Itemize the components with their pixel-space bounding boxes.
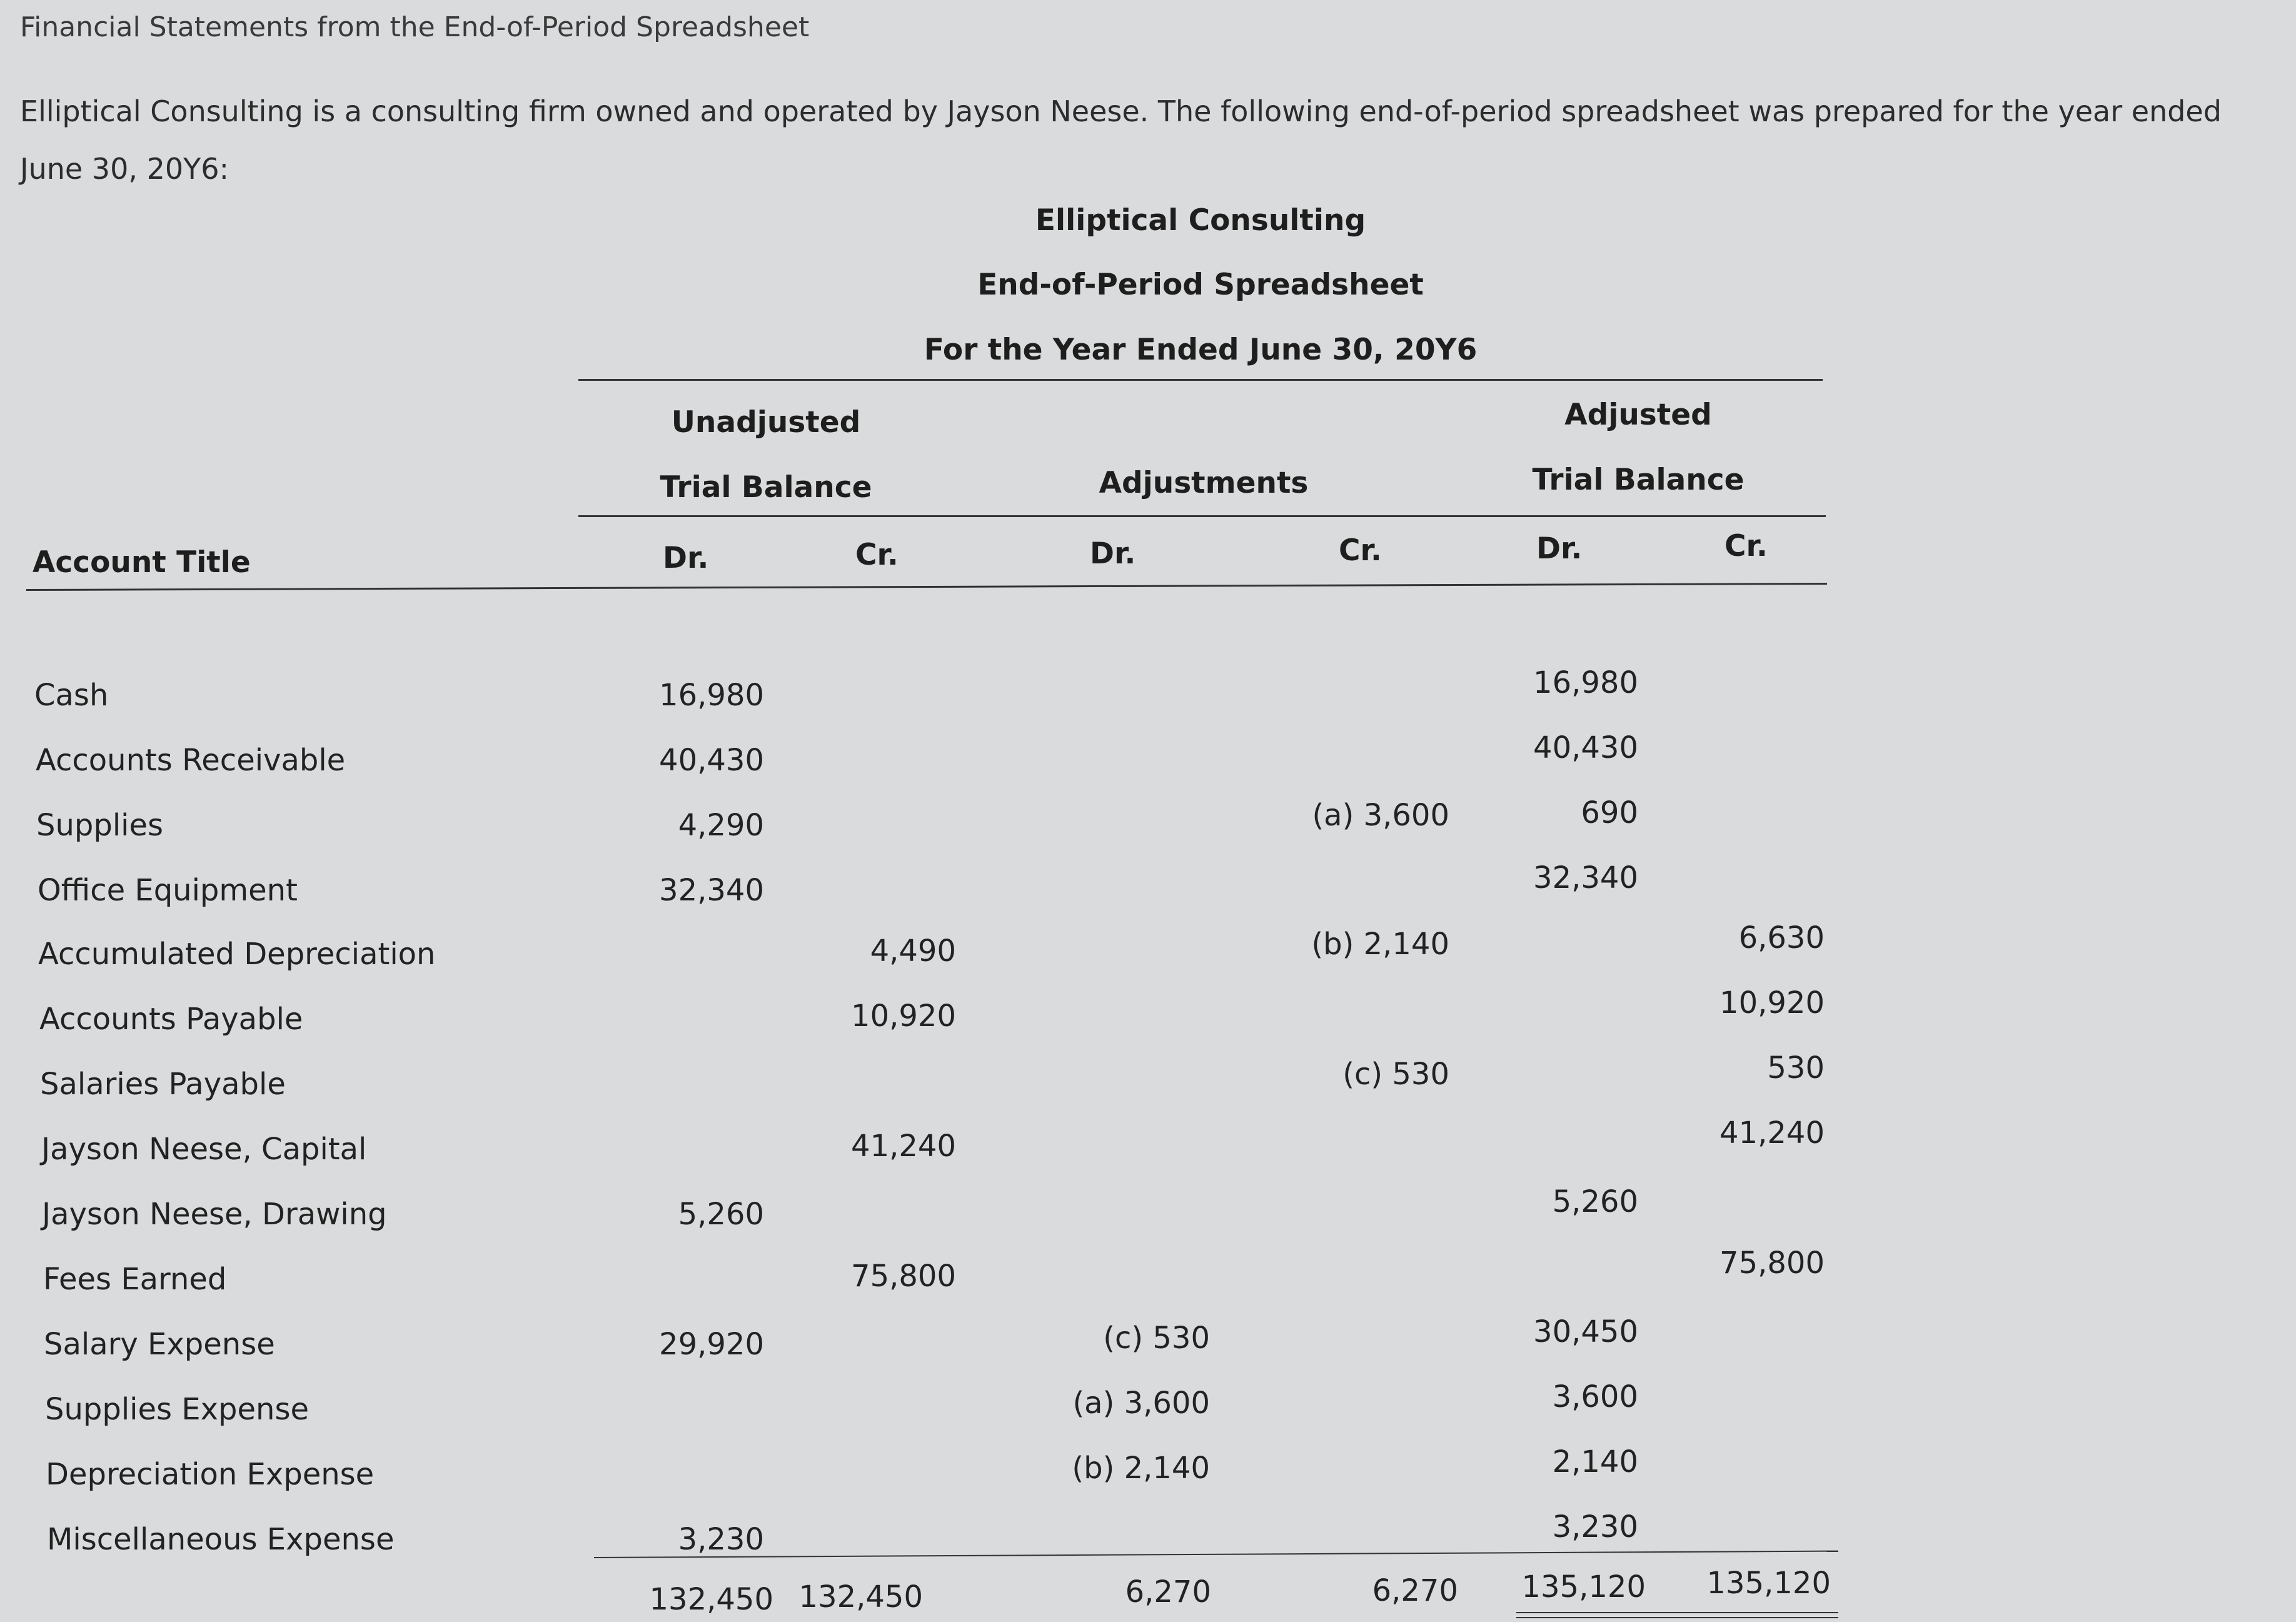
account-title: Cash: [34, 678, 109, 713]
col-header-adjtb-dr: Dr.: [1536, 531, 1583, 566]
account-title: Jayson Neese, Capital: [41, 1132, 367, 1167]
total-unadj-dr: 132,450: [649, 1582, 773, 1617]
cell-unadj-dr: 16,980: [659, 678, 764, 713]
account-title: Accounts Payable: [39, 1002, 303, 1037]
account-title: Depreciation Expense: [46, 1457, 375, 1492]
cell-adj-cr: (a) 3,600: [1312, 798, 1449, 833]
total-adj-dr: 6,270: [1125, 1574, 1211, 1609]
account-title: Fees Earned: [43, 1262, 227, 1297]
account-title: Supplies: [36, 808, 164, 843]
group-unadjusted-line1: Unadjusted: [671, 405, 861, 440]
double-rule-2: [1516, 1617, 1838, 1618]
cell-unadj-cr: 75,800: [851, 1259, 956, 1294]
cell-adjtb-dr: 5,260: [1552, 1184, 1638, 1219]
cell-adjtb-cr: 75,800: [1719, 1246, 1825, 1281]
cell-adj-cr: (b) 2,140: [1311, 927, 1449, 962]
problem-title: Financial Statements from the End-of-Period Spreadsheet: [20, 11, 810, 43]
intro-text: Elliptical Consulting is a consulting firm owned and operated by Jayson Neese. The following end-of-period spreadsheet was prepared for the year ended June 30, 20Y6:: [20, 94, 2222, 186]
cell-adjtb-dr: 16,980: [1533, 665, 1638, 700]
account-title: Miscellaneous Expense: [47, 1522, 395, 1557]
cell-adjtb-cr: 10,920: [1719, 985, 1825, 1020]
account-title: Accumulated Depreciation: [38, 937, 436, 972]
cell-adjtb-dr: 3,230: [1552, 1509, 1638, 1544]
cell-adjtb-dr: 30,450: [1533, 1314, 1638, 1349]
cell-adjtb-dr: 3,600: [1552, 1379, 1638, 1414]
header-rule-mid: [578, 515, 1826, 517]
spreadsheet-title: End-of-Period Spreadsheet: [977, 268, 1424, 302]
account-title: Jayson Neese, Drawing: [42, 1197, 387, 1232]
col-header-adj-dr: Dr.: [1090, 536, 1136, 571]
cell-adjtb-cr: 6,630: [1738, 920, 1825, 955]
account-title: Salaries Payable: [40, 1067, 286, 1102]
group-adjusted-line1: Adjusted: [1564, 398, 1712, 432]
cell-adj-dr: (a) 3,600: [1072, 1386, 1210, 1421]
col-header-adj-cr: Cr.: [1339, 533, 1382, 568]
cell-adjtb-dr: 690: [1581, 795, 1638, 830]
cell-adj-cr: (c) 530: [1342, 1057, 1449, 1092]
cell-adjtb-dr: 2,140: [1552, 1444, 1638, 1479]
group-adjustments: Adjustments: [1099, 466, 1309, 500]
double-rule-1: [1516, 1612, 1838, 1613]
cell-unadj-dr: 32,340: [659, 873, 764, 908]
total-adjtb-dr: 135,120: [1521, 1569, 1646, 1604]
header-rule-bottom: [26, 583, 1827, 591]
cell-adjtb-dr: 40,430: [1533, 730, 1638, 765]
group-adjusted-line2: Trial Balance: [1532, 463, 1745, 497]
cell-unadj-cr: 4,490: [870, 934, 956, 969]
total-adjtb-cr: 135,120: [1706, 1566, 1831, 1601]
cell-adjtb-cr: 41,240: [1719, 1116, 1825, 1151]
account-title: Accounts Receivable: [36, 743, 346, 778]
cell-adj-dr: (c) 530: [1103, 1321, 1210, 1356]
cell-unadj-dr: 40,430: [659, 743, 764, 778]
account-title-header: Account Title: [33, 545, 251, 580]
company-name: Elliptical Consulting: [1035, 203, 1366, 238]
cell-adj-dr: (b) 2,140: [1072, 1451, 1210, 1486]
cell-adjtb-dr: 32,340: [1533, 860, 1638, 895]
cell-unadj-cr: 10,920: [851, 999, 956, 1034]
totals-rule: [594, 1551, 1838, 1558]
total-unadj-cr: 132,450: [798, 1579, 923, 1614]
account-title: Salary Expense: [44, 1327, 275, 1362]
account-title: Office Equipment: [38, 873, 298, 908]
cell-unadj-dr: 4,290: [678, 808, 764, 843]
group-unadjusted-line2: Trial Balance: [660, 470, 872, 505]
cell-adjtb-cr: 530: [1767, 1050, 1825, 1086]
spreadsheet-period: For the Year Ended June 30, 20Y6: [924, 333, 1478, 367]
cell-unadj-dr: 5,260: [678, 1197, 764, 1232]
col-header-adjtb-cr: Cr.: [1725, 529, 1768, 563]
header-rule-top: [578, 379, 1823, 381]
col-header-unadj-cr: Cr.: [855, 538, 899, 572]
cell-unadj-cr: 41,240: [851, 1129, 956, 1164]
col-header-unadj-dr: Dr.: [663, 541, 709, 575]
cell-unadj-dr: 3,230: [678, 1522, 764, 1557]
account-title: Supplies Expense: [45, 1392, 309, 1427]
cell-unadj-dr: 29,920: [659, 1327, 764, 1362]
total-adj-cr: 6,270: [1372, 1573, 1458, 1608]
